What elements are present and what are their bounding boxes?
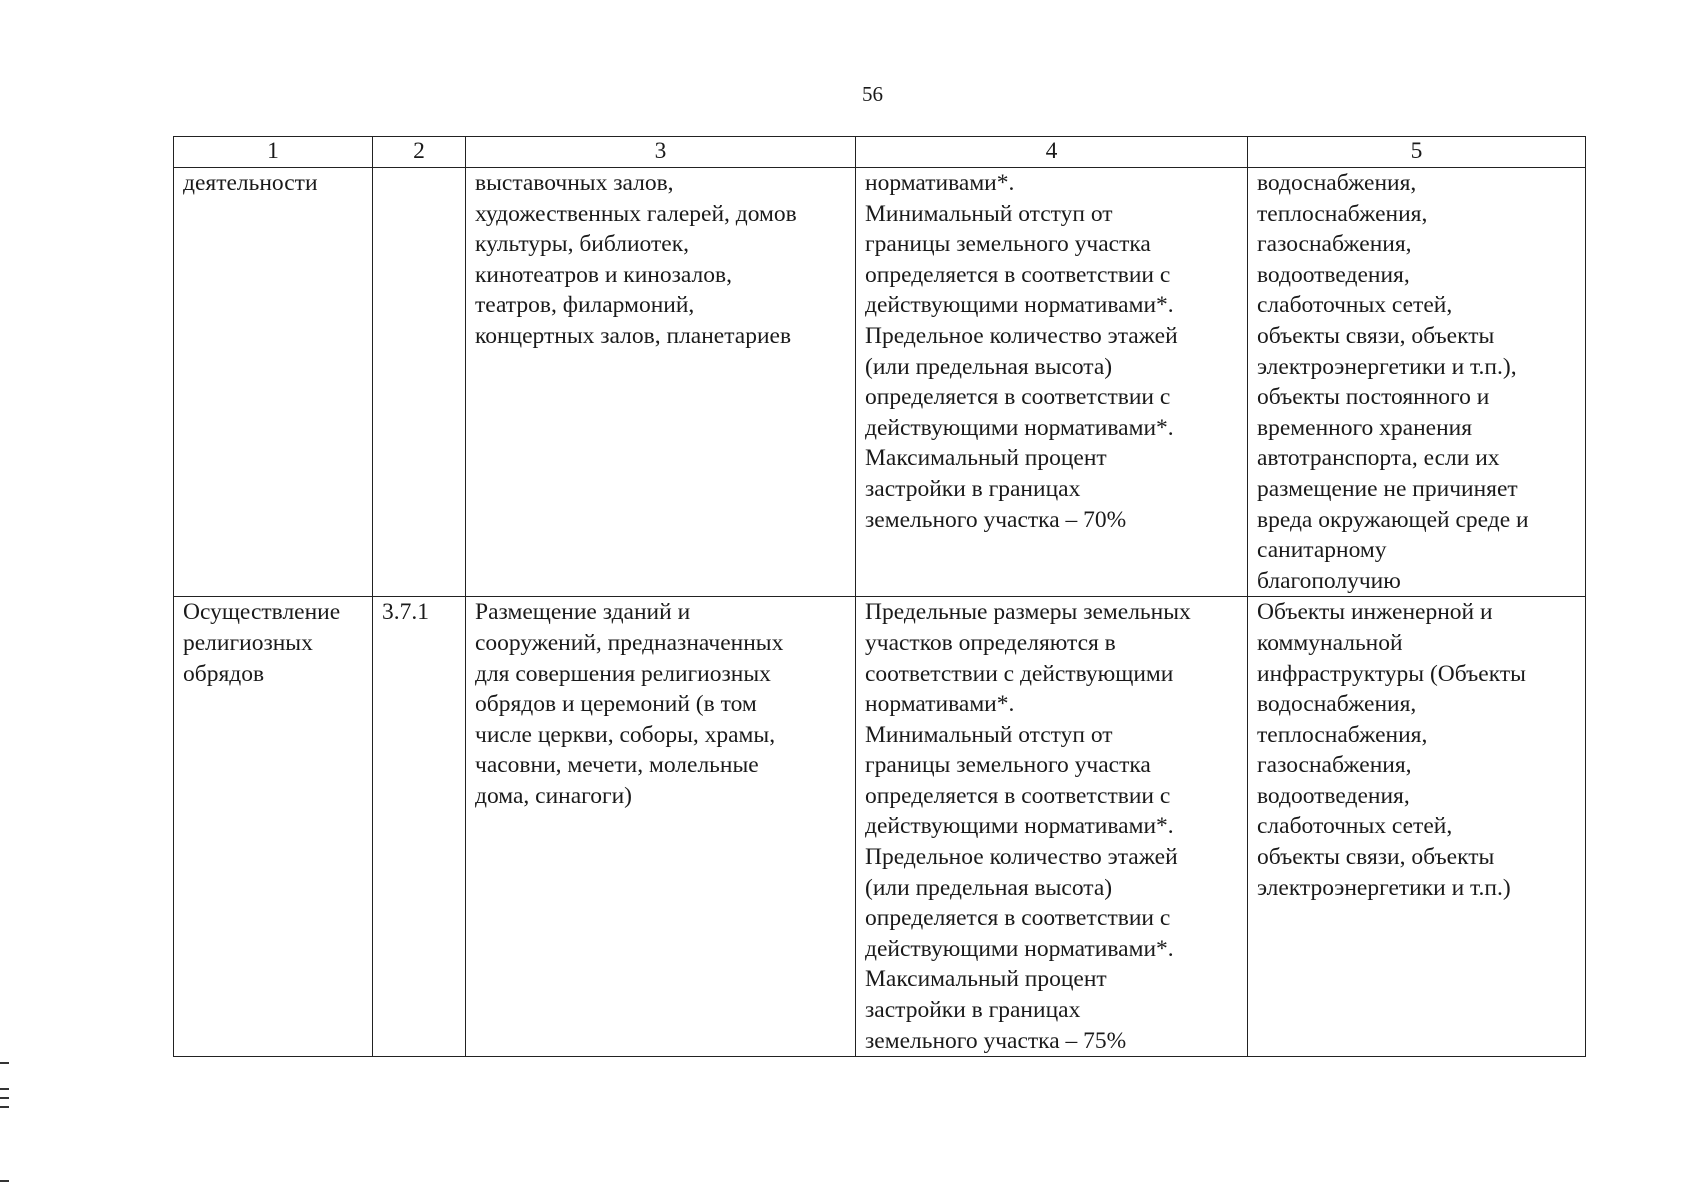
cell-activity-name	[174, 168, 373, 597]
table-header-row	[174, 137, 1586, 168]
cell-text: Предельные размеры земельных участков определяются в соответствии с действующими нормативами*. Минимальный отступ от границы земельного участка определяется в соответствии с действующими нормативами*. Предельное количество этажей (или предельная высота) определяется в соответствии с действующими нормативами*. Максимальный процент застройки в границах земельного участка – 75%	[865, 599, 1191, 1054]
column-header-1: 1	[174, 137, 373, 168]
cell-text: выставочных залов, художественных галерей, домов культуры, библиотек, кинотеатров и кинозалов, театров, филармоний, концертных залов, планетариев	[475, 170, 797, 349]
cell-auxiliary-uses	[1248, 168, 1586, 597]
cell-text: Осуществление религиозных обрядов	[183, 599, 341, 687]
cell-activity-name	[174, 597, 373, 1057]
cell-text: 3.7.1	[382, 599, 429, 626]
table-row	[174, 168, 1586, 597]
scan-margin-mark	[0, 1180, 9, 1182]
column-header-2: 2	[373, 137, 466, 168]
cell-description	[466, 597, 856, 1057]
cell-parameters	[856, 168, 1248, 597]
cell-parameters	[856, 597, 1248, 1057]
column-header-5: 5	[1248, 137, 1586, 168]
land-use-table	[173, 136, 1586, 1057]
cell-text: Размещение зданий и сооружений, предназначенных для совершения религиозных обрядов и церемоний (в том числе церкви, соборы, храмы, часовни, мечети, молельные дома, синагоги)	[475, 599, 784, 809]
cell-auxiliary-uses	[1248, 597, 1586, 1057]
scan-margin-mark	[0, 1062, 9, 1064]
scan-margin-mark	[0, 1106, 9, 1108]
column-header-3: 3	[466, 137, 856, 168]
cell-description	[466, 168, 856, 597]
cell-text: деятельности	[183, 170, 318, 196]
table-row	[174, 597, 1586, 1057]
scan-margin-mark	[0, 1097, 9, 1099]
scan-margin-mark	[0, 1088, 9, 1090]
cell-text: нормативами*. Минимальный отступ от границы земельного участка определяется в соответствии с действующими нормативами*. Предельное количество этажей (или предельная высота) определяется в соответствии с действующими нормативами*. Максимальный процент застройки в границах земельного участка – 70%	[865, 170, 1178, 533]
column-header-4: 4	[856, 137, 1248, 168]
cell-text: водоснабжения, теплоснабжения, газоснабжения, водоотведения, слаботочных сетей, объекты связи, объекты электроэнергетики и т.п.), объекты постоянного и временного хранения автотранспорта, если их размещение не причиняет вреда окружающей среде и санитарному благополучию	[1257, 170, 1529, 594]
cell-activity-code	[373, 168, 466, 597]
cell-activity-code	[373, 597, 466, 1057]
cell-text: Объекты инженерной и коммунальной инфраструктуры (Объекты водоснабжения, теплоснабжения, газоснабжения, водоотведения, слаботочных сетей, объекты связи, объекты электроэнергетики и т.п.)	[1257, 599, 1526, 901]
page-number: 56	[862, 82, 883, 106]
